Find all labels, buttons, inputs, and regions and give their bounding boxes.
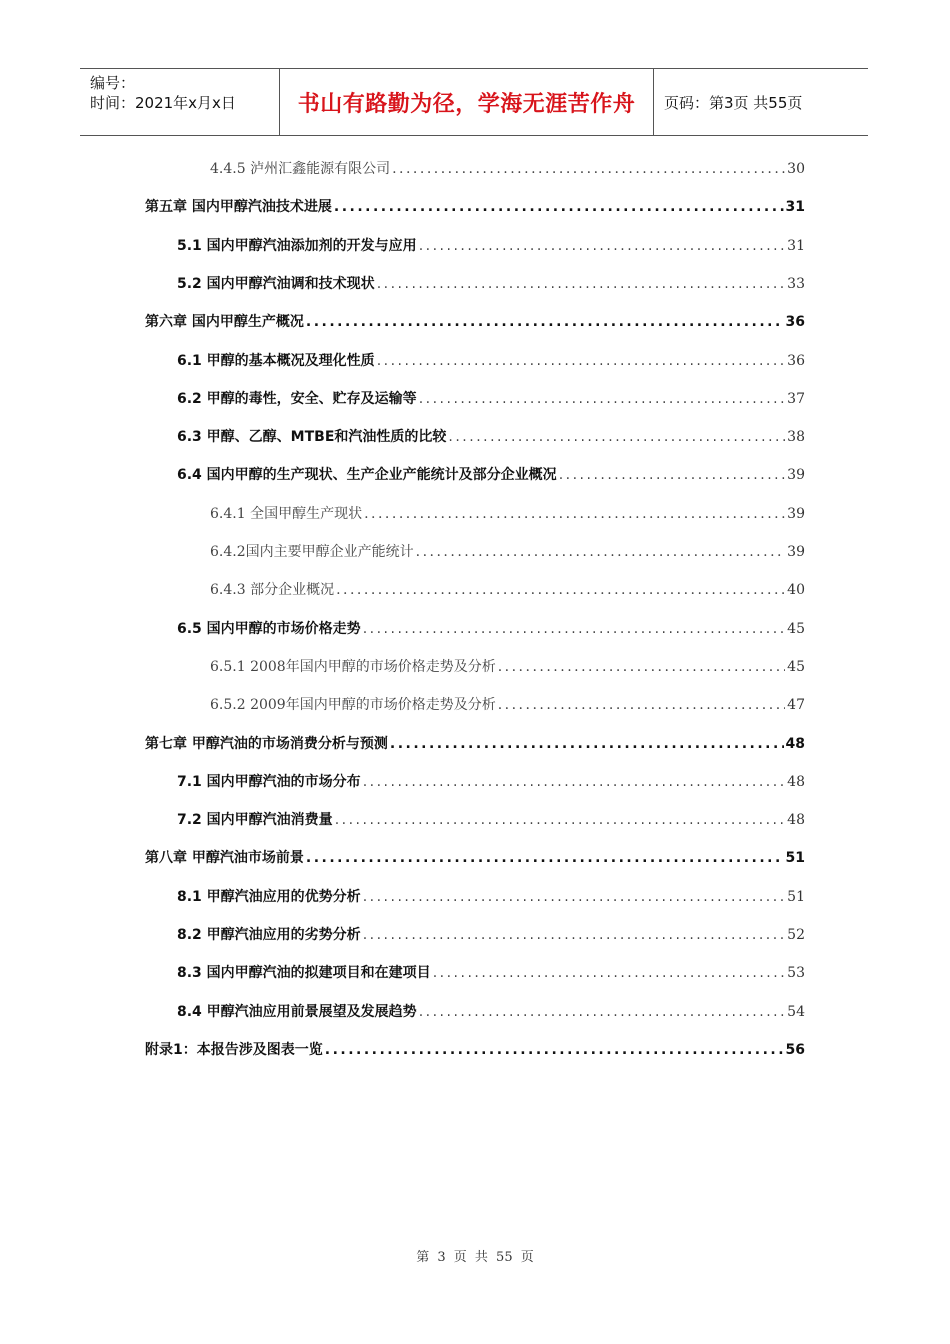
toc-entry-label: 6.2 甲醇的毒性，安全、贮存及运输等	[177, 390, 417, 407]
toc-entry-page-number: 51	[787, 888, 805, 905]
toc-dot-leader	[419, 391, 785, 407]
toc-entry-page-number: 51	[785, 850, 805, 867]
toc-entry[interactable]	[177, 886, 805, 910]
toc-entry[interactable]	[177, 1001, 805, 1025]
toc-entry[interactable]	[145, 847, 805, 871]
toc-entry[interactable]	[177, 426, 805, 450]
toc-entry[interactable]	[210, 503, 805, 527]
document-number-label: 编号：	[90, 74, 136, 92]
toc-entry-page-number: 56	[785, 1041, 805, 1058]
toc-dot-leader	[498, 659, 785, 675]
toc-entry[interactable]	[177, 771, 805, 795]
toc-entry-page-number: 39	[787, 505, 805, 522]
toc-entry-page-number: 45	[787, 620, 805, 637]
toc-entry-label: 6.4 国内甲醇的生产现状、生产企业产能统计及部分企业概况	[177, 467, 557, 484]
toc-dot-leader	[364, 506, 785, 522]
toc-entry-label: 4.4.5 泸州汇鑫能源有限公司	[210, 161, 391, 177]
toc-entry[interactable]	[177, 235, 805, 259]
header-meta	[80, 69, 280, 135]
toc-dot-leader	[390, 736, 784, 752]
toc-dot-leader	[363, 621, 785, 637]
toc-entry-page-number: 48	[787, 812, 805, 829]
toc-entry-page-number: 39	[787, 467, 805, 484]
toc-entry-label: 6.3 甲醇、乙醇、MTBE和汽油性质的比较	[177, 429, 447, 446]
toc-entry-label: 6.4.1 全国甲醇生产现状	[210, 505, 363, 522]
toc-entry-page-number: 53	[787, 965, 805, 982]
toc-entry[interactable]	[177, 618, 805, 642]
toc-entry-label: 8.2 甲醇汽油应用的劣势分析	[177, 927, 361, 943]
toc-entry-page-number: 36	[787, 352, 805, 369]
toc-entry-label: 第八章 甲醇汽油市场前景	[145, 850, 304, 867]
toc-entry[interactable]	[210, 158, 805, 182]
toc-entry[interactable]	[177, 924, 805, 948]
toc-entry-label: 6.4.3 部分企业概况	[210, 582, 335, 599]
toc-entry[interactable]	[177, 388, 805, 412]
toc-entry[interactable]	[145, 1039, 805, 1063]
toc-entry-page-number: 40	[787, 582, 805, 599]
toc-entry-label: 5.1 国内甲醇汽油添加剂的开发与应用	[177, 237, 417, 254]
toc-dot-leader	[377, 353, 785, 369]
toc-dot-leader	[448, 429, 785, 445]
toc-entry-page-number: 52	[787, 927, 805, 943]
toc-dot-leader	[559, 467, 785, 483]
toc-entry[interactable]	[145, 196, 805, 220]
toc-entry[interactable]	[210, 541, 805, 565]
toc-entry[interactable]	[145, 311, 805, 335]
toc-entry-label: 7.1 国内甲醇汽油的市场分布	[177, 773, 361, 790]
toc-entry[interactable]	[177, 809, 805, 833]
toc-dot-leader	[419, 1004, 785, 1020]
toc-entry[interactable]	[210, 579, 805, 603]
toc-entry-page-number: 48	[787, 773, 805, 790]
toc-dot-leader	[334, 199, 784, 215]
toc-entry-page-number: 37	[787, 390, 805, 407]
toc-dot-leader	[363, 927, 785, 943]
toc-dot-leader	[306, 314, 784, 330]
document-date-label: 时间：2021年x月x日	[90, 94, 236, 112]
toc-entry-label: 6.5.1 2008年国内甲醇的市场价格走势及分析	[210, 658, 496, 675]
toc-entry-page-number: 45	[787, 658, 805, 675]
toc-entry-label: 第五章 国内甲醇汽油技术进展	[145, 199, 332, 216]
toc-dot-leader	[306, 850, 784, 866]
page-footer: 第 3 页 共 55 页	[416, 1250, 534, 1265]
toc-entry-page-number: 47	[787, 697, 805, 714]
toc-entry-label: 8.3 国内甲醇汽油的拟建项目和在建项目	[177, 965, 431, 982]
toc-entry[interactable]	[177, 962, 805, 986]
header-page-label: 页码：第3页 共55页	[664, 93, 803, 112]
header-motto: 书山有路勤为径，学海无涯苦作舟	[280, 69, 654, 135]
toc-entry-label: 6.1 甲醇的基本概况及理化性质	[177, 352, 375, 369]
toc-entry-page-number: 38	[787, 429, 805, 446]
toc-entry-page-number: 30	[787, 161, 805, 177]
toc-entry-label: 8.4 甲醇汽油应用前景展望及发展趋势	[177, 1003, 417, 1020]
toc-dot-leader	[377, 276, 785, 292]
toc-entry-label: 第六章 国内甲醇生产概况	[145, 314, 304, 331]
toc-entry-label: 6.5 国内甲醇的市场价格走势	[177, 620, 361, 637]
toc-entry[interactable]	[177, 350, 805, 374]
toc-entry-label: 5.2 国内甲醇汽油调和技术现状	[177, 275, 375, 292]
document-header	[80, 68, 868, 136]
toc-entry-label: 附录1：本报告涉及图表一览	[145, 1041, 323, 1058]
toc-entry[interactable]	[177, 464, 805, 488]
toc-entry-label: 7.2 国内甲醇汽油消费量	[177, 812, 333, 829]
toc-entry[interactable]	[210, 656, 805, 680]
toc-dot-leader	[363, 889, 785, 905]
toc-entry[interactable]	[177, 273, 805, 297]
toc-entry-label: 6.5.2 2009年国内甲醇的市场价格走势及分析	[210, 697, 496, 714]
toc-entry-page-number: 31	[785, 199, 805, 216]
toc-entry-label: 6.4.2国内主要甲醇企业产能统计	[210, 544, 414, 560]
toc-dot-leader	[416, 544, 786, 560]
toc-entry[interactable]	[145, 733, 805, 757]
toc-dot-leader	[363, 774, 785, 790]
toc-entry-page-number: 39	[787, 544, 805, 560]
toc-entry-page-number: 48	[785, 735, 805, 752]
toc-entry-label: 8.1 甲醇汽油应用的优势分析	[177, 888, 361, 905]
toc-entry-page-number: 36	[785, 314, 805, 331]
toc-dot-leader	[325, 1042, 784, 1058]
toc-dot-leader	[335, 812, 785, 828]
toc-entry-page-number: 31	[787, 237, 805, 254]
toc-dot-leader	[433, 965, 785, 981]
toc-entry-page-number: 33	[787, 275, 805, 292]
toc-dot-leader	[419, 238, 785, 254]
toc-entry-label: 第七章 甲醇汽油的市场消费分析与预测	[145, 735, 388, 752]
toc-dot-leader	[498, 697, 785, 713]
toc-dot-leader	[336, 582, 785, 598]
toc-dot-leader	[392, 161, 785, 177]
toc-entry[interactable]	[210, 694, 805, 718]
toc-entry-page-number: 54	[787, 1003, 805, 1020]
